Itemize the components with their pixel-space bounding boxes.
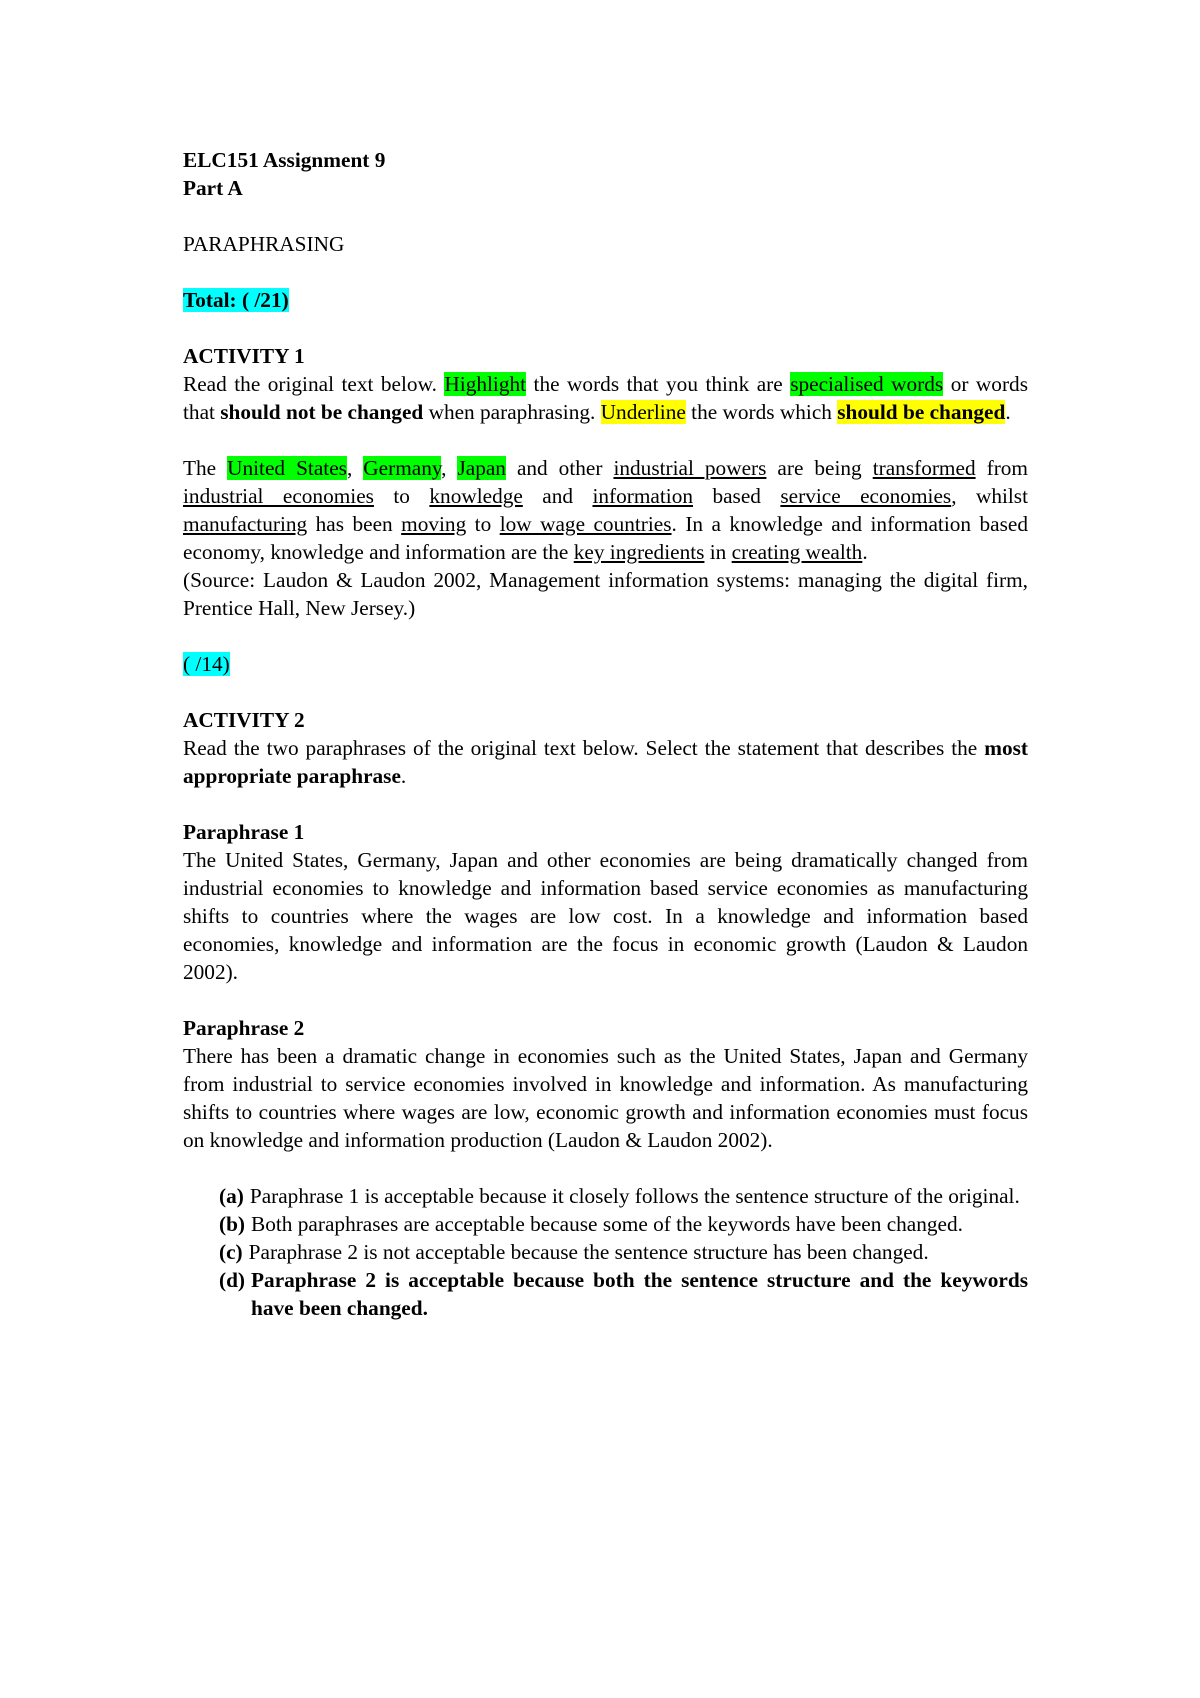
term-germany: Germany bbox=[363, 456, 442, 480]
option-c: (c) Paraphrase 2 is not acceptable because the sentence structure has been changed. bbox=[219, 1240, 929, 1264]
should-be-changed: should be changed bbox=[837, 400, 1006, 424]
activity1-score: ( /14) bbox=[183, 652, 230, 676]
total-score: Total: ( /21) bbox=[183, 288, 289, 312]
section-heading: PARAPHRASING bbox=[183, 232, 345, 256]
activity2-instructions: Read the two paraphrases of the original text below. Select the statement that describes the most appropriate paraphrase. bbox=[183, 736, 1028, 788]
specialised-words: specialised words bbox=[790, 372, 944, 396]
paraphrase2-text: There has been a dramatic change in economies such as the United States, Japan and Germany from industrial to service economies involved in knowledge and information. As manufacturing shifts to countries where wages are low, economic growth and information economies must focus on knowledge and information production (Laudon & Laudon 2002). bbox=[183, 1044, 1028, 1152]
source-citation: (Source: Laudon & Laudon 2002, Management information systems: managing the digital firm, Prentice Hall, New Jersey.) bbox=[183, 568, 1028, 620]
answer-options bbox=[183, 1182, 1028, 1322]
document-title: ELC151 Assignment 9 bbox=[183, 148, 386, 172]
paraphrase2-heading: Paraphrase 2 bbox=[183, 1016, 305, 1040]
option-a: (a) Paraphrase 1 is acceptable because it closely follows the sentence structure of the original. bbox=[219, 1184, 1020, 1208]
activity1-instructions: Read the original text below. Highlight the words that you think are specialised words or words that should not be changed when paraphrasing. Underline the words which should be changed. bbox=[183, 372, 1028, 424]
activity1-heading: ACTIVITY 1 bbox=[183, 344, 305, 368]
part-label: Part A bbox=[183, 176, 243, 200]
activity2-heading: ACTIVITY 2 bbox=[183, 708, 305, 732]
option-b: (b) Both paraphrases are acceptable because some of the keywords have been changed. bbox=[219, 1212, 963, 1236]
paraphrase1-heading: Paraphrase 1 bbox=[183, 820, 305, 844]
term-japan: Japan bbox=[457, 456, 506, 480]
term-united-states: United States bbox=[227, 456, 347, 480]
option-d: (d) Paraphrase 2 is acceptable because both the sentence structure and the keywords have been changed. bbox=[219, 1268, 1028, 1320]
paraphrase1-text: The United States, Germany, Japan and other economies are being dramatically changed from industrial economies to knowledge and information based service economies as manufacturing shifts to countries where the wages are low cost. In a knowledge and information based economies, knowledge and information are the focus in economic growth (Laudon & Laudon 2002). bbox=[183, 848, 1028, 984]
original-passage: The United States, Germany, Japan and other industrial powers are being transformed from industrial economies to knowledge and information based service economies, whilst manufacturing has been moving to low wage countries. In a knowledge and information based economy, knowledge and information are the key ingredients in creating wealth. bbox=[183, 456, 1029, 564]
highlight-word: Highlight bbox=[444, 372, 527, 396]
underline-word: Underline bbox=[600, 400, 686, 424]
document-page bbox=[183, 146, 1028, 1322]
